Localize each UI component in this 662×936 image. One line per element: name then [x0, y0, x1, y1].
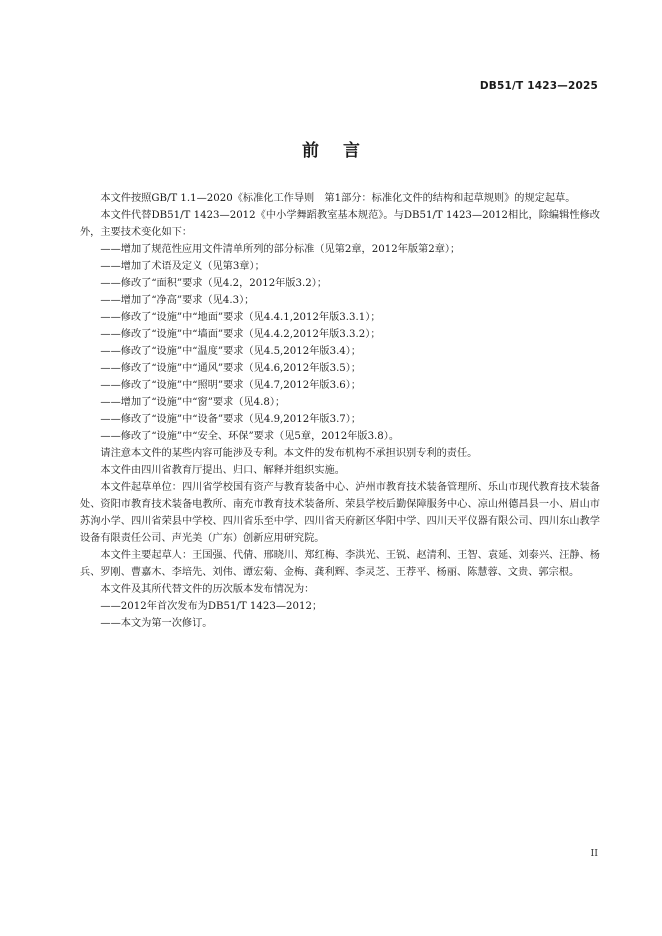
- change-item: ——增加了“净高”要求（见4.3）；: [100, 295, 255, 306]
- paragraph-proposer: 本文件由四川省教育厅提出、归口、解释并组织实施。: [100, 465, 345, 476]
- change-item: ——修改了“设施”中“通风”要求（见4.6,2012年版3.5）；: [100, 363, 362, 374]
- change-item: ——修改了“设施”中“地面”要求（见4.4.1,2012年版3.3.1）；: [100, 312, 381, 323]
- history-item: ——2012年首次发布为DB51/T 1423—2012；: [100, 601, 323, 612]
- page-title: 前言: [302, 141, 384, 161]
- change-item: ——增加了术语及定义（见第3章）；: [100, 261, 265, 272]
- paragraph-replacement: 本文件代替DB51/T 1423—2012《中小学舞蹈教室基本规范》。与DB51/T 1423—2012相比，除编辑性修改外，主要技术变化如下：: [80, 210, 600, 238]
- paragraph-drafters: 本文件主要起草人：王国强、代倩、邢晓川、郑红梅、李洪光、王锐、赵清利、王智、袁延、刘泰兴、汪静、杨兵、罗刚、曹嘉木、李培先、刘伟、谭宏菊、金梅、龚利辉、李灵芝、王荐平、杨丽、陈慧蓉、文贵、郭宗根。: [80, 550, 600, 578]
- change-item: ——修改了“设施”中“设备”要求（见4.9,2012年版3.7）；: [100, 414, 362, 425]
- foreword-body: [80, 190, 600, 632]
- change-item: ——增加了规范性应用文件清单所列的部分标准（见第2章，2012年版第2章）；: [100, 244, 461, 255]
- paragraph-patent-notice: 请注意本文件的某些内容可能涉及专利。本文件的发布机构不承担识别专利的责任。: [100, 448, 478, 459]
- change-item: ——修改了“设施”中“墙面”要求（见4.4.2,2012年版3.3.2）；: [100, 329, 381, 340]
- history-item: ——本文为第一次修订。: [100, 618, 213, 629]
- document-code: DB51/T 1423—2025: [479, 80, 598, 92]
- change-item: ——增加了“设施”中“窗”要求（见4.8）；: [100, 397, 286, 408]
- change-item: ——修改了“设施”中“照明”要求（见4.7,2012年版3.6）；: [100, 380, 362, 391]
- change-item: ——修改了“设施”中“安全、环保”要求（见5章，2012年版3.8）。: [100, 431, 400, 442]
- page-number: II: [590, 848, 598, 859]
- paragraph-drafting-rules: 本文件按照GB/T 1.1—2020《标准化工作导则 第1部分：标准化文件的结构和起草规则》的规定起草。: [100, 193, 576, 204]
- paragraph-version-history: 本文件及其所代替文件的历次版本发布情况为：: [100, 584, 315, 595]
- change-item: ——修改了“设施”中“温度”要求（见4.5,2012年版3.4）；: [100, 346, 362, 357]
- change-item: ——修改了“面积”要求（见4.2，2012年版3.2）；: [100, 278, 328, 289]
- paragraph-drafting-units: 本文件起草单位：四川省学校国有资产与教育装备中心、泸州市教育技术装备管理所、乐山市现代教育技术装备处、资阳市教育技术装备电教所、南充市教育技术装备所、荣县学校后勤保障服务中心、凉山州德昌县一小、眉山市苏洵小学、四川省荣县中学校、四川省乐至中学、四川省天府新区华阳中学、四川天平仪器有限公司、四川东山教学设备有限责任公司、声光美（广东）创新应用研究院。: [80, 482, 600, 544]
